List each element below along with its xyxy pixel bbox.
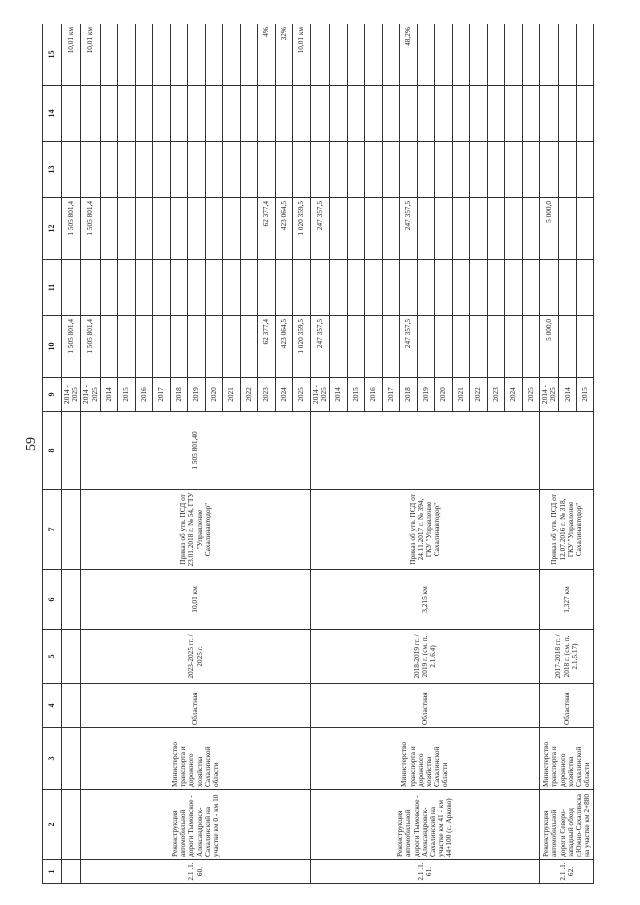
amount-cell bbox=[522, 86, 540, 142]
amount-cell bbox=[505, 260, 523, 316]
result-cell bbox=[522, 24, 540, 86]
amount-cell bbox=[240, 198, 258, 260]
amount-cell bbox=[365, 142, 383, 198]
amount-cell bbox=[576, 198, 594, 260]
amount-cell bbox=[382, 260, 400, 316]
amount-cell: 423 064,5 bbox=[275, 198, 293, 260]
amount-cell bbox=[417, 142, 435, 198]
amount-cell bbox=[435, 86, 453, 142]
amount-cell: 423 064,5 bbox=[275, 316, 293, 378]
amount-cell bbox=[382, 86, 400, 142]
amount-cell bbox=[382, 142, 400, 198]
amount-cell bbox=[188, 316, 206, 378]
result-cell bbox=[118, 24, 136, 86]
amount-cell: 247 357,5 bbox=[400, 198, 418, 260]
amount-cell bbox=[223, 86, 241, 142]
result-cell bbox=[240, 24, 258, 86]
column-number-header: 3 bbox=[43, 728, 62, 790]
amount-cell: 1 505 801,4 bbox=[81, 198, 100, 260]
year-cell: 2014 bbox=[559, 378, 577, 412]
amount-cell bbox=[452, 260, 470, 316]
result-cell bbox=[223, 24, 241, 86]
result-cell bbox=[100, 24, 118, 86]
amount-cell bbox=[188, 198, 206, 260]
amount-cell bbox=[135, 142, 153, 198]
amount-cell bbox=[435, 316, 453, 378]
year-cell: 2025 bbox=[522, 378, 540, 412]
amount-cell bbox=[293, 86, 311, 142]
amount-cell bbox=[347, 316, 365, 378]
year-cell: 2015 bbox=[576, 378, 594, 412]
estimate-cell: 1 505 801,40 bbox=[81, 412, 310, 490]
amount-cell bbox=[135, 198, 153, 260]
year-cell: 2019 bbox=[188, 378, 206, 412]
year-cell: 2015 bbox=[118, 378, 136, 412]
period-cell: 2023-2025 гг. / 2025 г. bbox=[81, 630, 310, 684]
amount-cell bbox=[170, 198, 188, 260]
amount-cell bbox=[188, 86, 206, 142]
year-cell: 2018 bbox=[170, 378, 188, 412]
amount-cell bbox=[81, 142, 100, 198]
amount-cell bbox=[100, 260, 118, 316]
empty-cell bbox=[62, 630, 81, 684]
year-cell: 2019 bbox=[417, 378, 435, 412]
amount-cell bbox=[258, 260, 276, 316]
amount-cell bbox=[100, 142, 118, 198]
amount-cell bbox=[293, 260, 311, 316]
amount-cell bbox=[153, 198, 171, 260]
result-cell bbox=[487, 24, 505, 86]
empty-cell bbox=[62, 412, 81, 490]
result-cell bbox=[310, 24, 329, 86]
amount-cell bbox=[170, 316, 188, 378]
year-cell: 2014 - 2025 bbox=[62, 378, 81, 412]
amount-cell bbox=[223, 198, 241, 260]
document-cell: Приказ об утв. ПСД от 12.07.2016 г. № 318, ГКУ "Управление Сахалинавтодор" bbox=[540, 490, 594, 570]
document-cell: Приказ об утв. ПСД от 24.11.2017 г. № 394, ГКУ "Управление Сахалинавтодор" bbox=[310, 490, 539, 570]
amount-cell bbox=[330, 198, 348, 260]
amount-cell: 5 000,0 bbox=[540, 198, 559, 260]
amount-cell bbox=[559, 316, 577, 378]
amount-cell bbox=[452, 86, 470, 142]
amount-cell bbox=[153, 316, 171, 378]
amount-cell bbox=[505, 198, 523, 260]
period-cell: 2018-2019 гг. / 2019 г. (см. п. 2.1.6.4) bbox=[310, 630, 539, 684]
year-row bbox=[310, 24, 329, 884]
period-cell: 2017-2018 гг. / 2018 г. (см. п. 2.1.5.17) bbox=[540, 630, 594, 684]
column-number-header: 15 bbox=[43, 24, 62, 86]
amount-cell bbox=[223, 260, 241, 316]
amount-cell bbox=[382, 316, 400, 378]
page-number: 59 bbox=[24, 437, 39, 451]
program-table bbox=[42, 24, 594, 884]
amount-cell bbox=[576, 86, 594, 142]
record-number-cell: 2.1 .1. 60. bbox=[81, 860, 310, 884]
amount-cell bbox=[417, 316, 435, 378]
year-cell: 2023 bbox=[258, 378, 276, 412]
capacity-cell: 1,327 км bbox=[540, 570, 594, 630]
amount-cell bbox=[118, 86, 136, 142]
amount-cell bbox=[347, 260, 365, 316]
amount-cell bbox=[400, 260, 418, 316]
amount-cell bbox=[100, 198, 118, 260]
result-cell bbox=[540, 24, 559, 86]
year-cell: 2014 bbox=[330, 378, 348, 412]
column-number-header: 9 bbox=[43, 378, 62, 412]
amount-cell bbox=[417, 86, 435, 142]
amount-cell bbox=[347, 142, 365, 198]
year-cell: 2014 - 2025 bbox=[81, 378, 100, 412]
amount-cell bbox=[365, 86, 383, 142]
amount-cell bbox=[347, 198, 365, 260]
amount-cell bbox=[275, 142, 293, 198]
result-cell: 10,01 км bbox=[81, 24, 100, 86]
column-number-header: 1 bbox=[43, 860, 62, 884]
amount-cell bbox=[540, 260, 559, 316]
column-number-header: 4 bbox=[43, 684, 62, 728]
amount-cell bbox=[258, 86, 276, 142]
column-number-header: 14 bbox=[43, 86, 62, 142]
amount-cell bbox=[347, 86, 365, 142]
amount-cell bbox=[205, 142, 223, 198]
year-cell: 2020 bbox=[205, 378, 223, 412]
amount-cell bbox=[400, 86, 418, 142]
amount-cell: 247 357,5 bbox=[400, 316, 418, 378]
amount-cell bbox=[330, 316, 348, 378]
amount-cell bbox=[505, 86, 523, 142]
year-row bbox=[81, 24, 100, 884]
level-cell: Областная bbox=[310, 684, 539, 728]
amount-cell bbox=[205, 198, 223, 260]
result-cell: 4% bbox=[258, 24, 276, 86]
year-cell: 2025 bbox=[293, 378, 311, 412]
amount-cell bbox=[365, 198, 383, 260]
amount-cell bbox=[522, 142, 540, 198]
column-number-row bbox=[43, 24, 62, 884]
year-cell: 2020 bbox=[435, 378, 453, 412]
amount-cell bbox=[118, 316, 136, 378]
amount-cell bbox=[417, 198, 435, 260]
amount-cell bbox=[240, 86, 258, 142]
year-cell: 2022 bbox=[470, 378, 488, 412]
amount-cell bbox=[275, 86, 293, 142]
amount-cell: 247 357,5 bbox=[310, 198, 329, 260]
amount-cell bbox=[205, 260, 223, 316]
amount-cell bbox=[505, 142, 523, 198]
amount-cell bbox=[330, 260, 348, 316]
amount-cell bbox=[470, 86, 488, 142]
amount-cell bbox=[487, 260, 505, 316]
amount-cell bbox=[522, 260, 540, 316]
amount-cell bbox=[223, 142, 241, 198]
amount-cell bbox=[470, 316, 488, 378]
column-number-header: 10 bbox=[43, 316, 62, 378]
amount-cell bbox=[330, 142, 348, 198]
empty-cell bbox=[62, 142, 81, 198]
amount-cell bbox=[205, 86, 223, 142]
amount-cell bbox=[522, 198, 540, 260]
amount-cell bbox=[118, 260, 136, 316]
result-cell: 32% bbox=[275, 24, 293, 86]
year-cell: 2021 bbox=[223, 378, 241, 412]
result-cell bbox=[435, 24, 453, 86]
result-cell bbox=[417, 24, 435, 86]
amount-cell bbox=[240, 316, 258, 378]
amount-cell bbox=[240, 260, 258, 316]
result-cell bbox=[205, 24, 223, 86]
year-cell: 2016 bbox=[135, 378, 153, 412]
amount-cell bbox=[170, 86, 188, 142]
year-cell: 2024 bbox=[505, 378, 523, 412]
empty-cell bbox=[62, 86, 81, 142]
column-number-header: 13 bbox=[43, 142, 62, 198]
year-cell: 2014 - 2025 bbox=[540, 378, 559, 412]
amount-cell: 62 377,4 bbox=[258, 316, 276, 378]
amount-cell bbox=[188, 142, 206, 198]
result-cell: 10,01 км bbox=[293, 24, 311, 86]
year-cell: 2017 bbox=[153, 378, 171, 412]
amount-cell bbox=[470, 260, 488, 316]
amount-cell bbox=[293, 142, 311, 198]
amount-cell: 1 020 359,5 bbox=[293, 316, 311, 378]
empty-cell bbox=[62, 570, 81, 630]
executor-cell: Министерство транспорта и дорожного хозяйства Сахалинской области bbox=[540, 728, 594, 790]
amount-cell bbox=[559, 86, 577, 142]
amount-cell bbox=[400, 142, 418, 198]
amount-cell bbox=[188, 260, 206, 316]
amount-cell: 1 505 801,4 bbox=[62, 316, 81, 378]
executor-cell: Министерство транспорта и дорожного хозяйства Сахалинской области bbox=[81, 728, 310, 790]
object-name-cell: Реконструкция автомобильной дороги Тымовское - Александровск-Сахалинский на участке км 41 - км 44+100 (с. Арково) bbox=[310, 790, 539, 860]
amount-cell bbox=[100, 316, 118, 378]
amount-cell bbox=[540, 142, 559, 198]
amount-cell bbox=[258, 142, 276, 198]
amount-cell bbox=[153, 260, 171, 316]
amount-cell bbox=[487, 86, 505, 142]
amount-cell bbox=[81, 86, 100, 142]
year-cell: 2014 bbox=[100, 378, 118, 412]
amount-cell bbox=[435, 260, 453, 316]
column-number-header: 8 bbox=[43, 412, 62, 490]
record-number-cell: 2.1 .1. 61. bbox=[310, 860, 539, 884]
amount-cell bbox=[153, 142, 171, 198]
amount-cell bbox=[118, 198, 136, 260]
result-cell bbox=[153, 24, 171, 86]
amount-cell bbox=[310, 260, 329, 316]
amount-cell bbox=[559, 198, 577, 260]
amount-cell bbox=[576, 142, 594, 198]
amount-cell bbox=[417, 260, 435, 316]
result-cell bbox=[188, 24, 206, 86]
amount-cell bbox=[135, 86, 153, 142]
amount-cell bbox=[135, 260, 153, 316]
result-cell bbox=[330, 24, 348, 86]
empty-cell bbox=[62, 728, 81, 790]
amount-cell bbox=[576, 260, 594, 316]
year-cell: 2014 - 2025 bbox=[310, 378, 329, 412]
amount-cell bbox=[435, 198, 453, 260]
result-cell bbox=[576, 24, 594, 86]
amount-cell bbox=[310, 142, 329, 198]
column-number-header: 7 bbox=[43, 490, 62, 570]
amount-cell bbox=[223, 316, 241, 378]
column-number-header: 12 bbox=[43, 198, 62, 260]
column-number-header: 6 bbox=[43, 570, 62, 630]
level-cell: Областная bbox=[81, 684, 310, 728]
amount-cell bbox=[365, 316, 383, 378]
empty-cell bbox=[62, 260, 81, 316]
capacity-cell: 10,01 км bbox=[81, 570, 310, 630]
amount-cell bbox=[100, 86, 118, 142]
document-sheet bbox=[42, 24, 640, 884]
document-cell: Приказ об утв. ПСД от 23.01.2018 г. № 54, ГТУ "Управление Сахалинавтодор" bbox=[81, 490, 310, 570]
empty-cell bbox=[62, 490, 81, 570]
year-cell: 2023 bbox=[487, 378, 505, 412]
result-cell bbox=[347, 24, 365, 86]
result-cell bbox=[470, 24, 488, 86]
amount-cell bbox=[522, 316, 540, 378]
amount-cell bbox=[118, 142, 136, 198]
year-cell: 2016 bbox=[365, 378, 383, 412]
year-cell: 2017 bbox=[382, 378, 400, 412]
amount-cell bbox=[330, 86, 348, 142]
amount-cell bbox=[170, 142, 188, 198]
amount-cell bbox=[153, 86, 171, 142]
amount-cell bbox=[487, 198, 505, 260]
amount-cell bbox=[205, 316, 223, 378]
amount-cell bbox=[452, 316, 470, 378]
result-cell bbox=[135, 24, 153, 86]
amount-cell bbox=[470, 198, 488, 260]
amount-cell: 1 505 801,4 bbox=[81, 316, 100, 378]
amount-cell bbox=[435, 142, 453, 198]
amount-cell: 1 020 359,5 bbox=[293, 198, 311, 260]
year-cell: 2021 bbox=[452, 378, 470, 412]
empty-cell bbox=[62, 860, 81, 884]
amount-cell bbox=[135, 316, 153, 378]
result-cell: 48,2% bbox=[400, 24, 418, 86]
amount-cell: 247 357,5 bbox=[310, 316, 329, 378]
year-cell: 2024 bbox=[275, 378, 293, 412]
amount-cell bbox=[540, 86, 559, 142]
amount-cell bbox=[559, 260, 577, 316]
amount-cell bbox=[240, 142, 258, 198]
amount-cell bbox=[576, 316, 594, 378]
empty-cell bbox=[62, 790, 81, 860]
continuation-row bbox=[62, 24, 81, 884]
result-cell bbox=[559, 24, 577, 86]
amount-cell bbox=[505, 316, 523, 378]
amount-cell bbox=[559, 142, 577, 198]
result-cell bbox=[505, 24, 523, 86]
amount-cell bbox=[365, 260, 383, 316]
amount-cell bbox=[487, 316, 505, 378]
result-cell bbox=[365, 24, 383, 86]
executor-cell: Министерство транспорта и дорожного хозяйства Сахалинской области bbox=[310, 728, 539, 790]
amount-cell: 1 505 801,4 bbox=[62, 198, 81, 260]
table-body bbox=[62, 24, 594, 884]
object-name-cell: Реконструкция автомобильной дороги Северо-западный обход г.Южно-Сахалинска на участке км 2+880 bbox=[540, 790, 594, 860]
result-cell bbox=[382, 24, 400, 86]
column-number-header: 11 bbox=[43, 260, 62, 316]
empty-cell bbox=[62, 684, 81, 728]
result-cell: 10,01 км bbox=[62, 24, 81, 86]
amount-cell: 5 000,0 bbox=[540, 316, 559, 378]
column-number-header: 2 bbox=[43, 790, 62, 860]
result-cell bbox=[452, 24, 470, 86]
amount-cell bbox=[452, 142, 470, 198]
result-cell bbox=[170, 24, 188, 86]
amount-cell bbox=[382, 198, 400, 260]
rotated-table-container bbox=[42, 24, 592, 884]
amount-cell bbox=[170, 260, 188, 316]
amount-cell bbox=[275, 260, 293, 316]
capacity-cell: 3,215 км bbox=[310, 570, 539, 630]
column-number-header: 5 bbox=[43, 630, 62, 684]
record-number-cell: 2.1 .1. 62. bbox=[540, 860, 594, 884]
year-cell: 2018 bbox=[400, 378, 418, 412]
amount-cell: 62 377,4 bbox=[258, 198, 276, 260]
estimate-cell bbox=[310, 412, 539, 490]
level-cell: Областная bbox=[540, 684, 594, 728]
object-name-cell: Реконструкция автомобильной дороги Тымовское - Александровск-Сахалинский на участке км 0 - км 10 bbox=[81, 790, 310, 860]
year-row bbox=[540, 24, 559, 884]
amount-cell bbox=[487, 142, 505, 198]
amount-cell bbox=[81, 260, 100, 316]
year-cell: 2022 bbox=[240, 378, 258, 412]
amount-cell bbox=[310, 86, 329, 142]
amount-cell bbox=[452, 198, 470, 260]
estimate-cell bbox=[540, 412, 594, 490]
amount-cell bbox=[470, 142, 488, 198]
year-cell: 2015 bbox=[347, 378, 365, 412]
